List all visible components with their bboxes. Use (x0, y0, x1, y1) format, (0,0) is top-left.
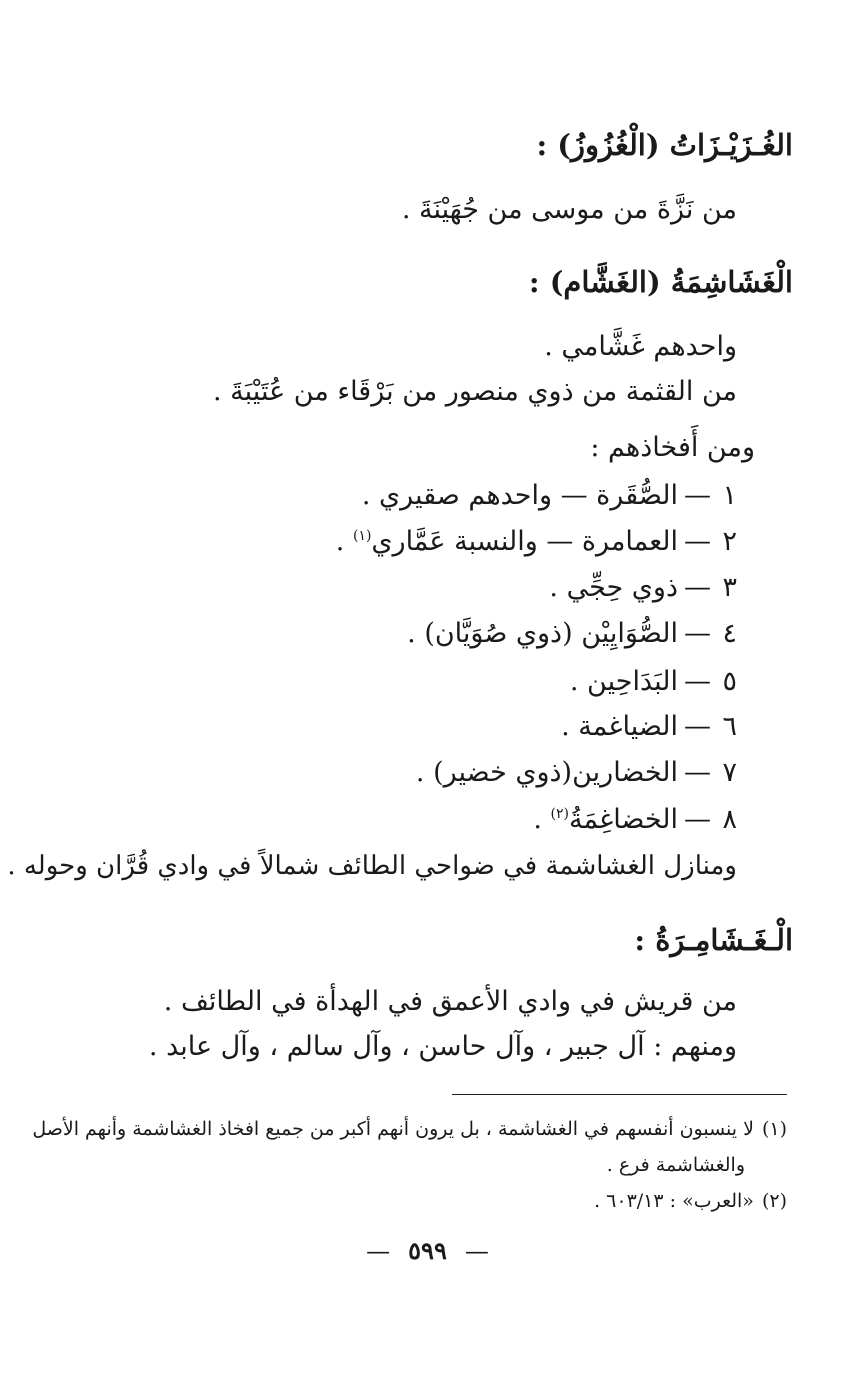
footnote-marker: (١) (352, 528, 372, 544)
list-number: ٨ (722, 804, 737, 835)
footnote-text: لا ينسبون أنفسهم في الغشاشمة ، بل يرون أنهم أكبر من جميع افخاذ الغشاشمة وأنهم الأصل (32, 1118, 754, 1140)
list-text: الصُّقَرة — واحدهم صقيري . (361, 480, 678, 511)
body-line: واحدهم غَشَّامي . (544, 331, 737, 362)
section-heading-ghuzayzat: الغُـزَيْـزَاتُ (الْغُزُوزُ) : (536, 128, 793, 162)
footnote-1 (32, 1114, 787, 1144)
body-line: من نَزَّةَ من موسى من جُهَيْنَةَ . (401, 194, 737, 225)
closing-line: ومنازل الغشاشمة في ضواحي الطائف شمالاً في وادي قُرَّان وحوله . (7, 851, 737, 881)
page-number-dash: — (366, 1237, 391, 1265)
list-text: ذوي حِجِّي . (549, 572, 678, 603)
section-heading-ghashamirah: الْـغَـشَامِـرَةُ : (634, 923, 793, 957)
page-number-value: ٥٩٩ (408, 1236, 447, 1265)
list-text: الضياغمة . (561, 711, 678, 742)
list-text: البَدَاحِين . (569, 666, 678, 697)
list-number: ٥ (722, 666, 737, 697)
list-tail: . (533, 804, 551, 835)
list-text: الخضارين(ذوي خضير) . (415, 757, 678, 788)
list-item (362, 476, 737, 516)
list-dash: — (684, 804, 711, 835)
body-line: من قريش في وادي الأعمق في الهدأة في الطائف . (163, 986, 737, 1017)
body-line: من القثمة من ذوي منصور من بَرْقَاء من عُتَيْبَةَ . (213, 376, 737, 407)
footnote-1-continuation: والغشاشمة فرع . (606, 1154, 745, 1176)
list-number: ٤ (722, 618, 737, 649)
subclans-intro: ومن أَفخاذهم : (590, 432, 755, 463)
list-item (407, 614, 737, 654)
footnote-label: (١) (761, 1118, 787, 1140)
list-item (416, 753, 737, 793)
body-line: ومنهم : آل جبير ، وآل حاسن ، وآل سالم ، وآل عابد . (148, 1031, 737, 1062)
list-dash: — (684, 526, 711, 557)
list-dash: — (684, 757, 711, 788)
section-heading-ghashashimah: الْغَشَاشِمَةُ (الغَشَّام) : (528, 265, 793, 299)
list-text: الخضاغِمَةُ (568, 804, 678, 835)
list-number: ٣ (722, 572, 737, 603)
list-number: ٢ (722, 526, 737, 557)
footnote-2 (594, 1186, 787, 1216)
list-tail: . (335, 526, 353, 557)
list-number: ١ (722, 480, 737, 511)
list-dash: — (684, 711, 711, 742)
list-item (549, 568, 737, 608)
list-text: العمامرة — والنسبة عَمَّاري (371, 526, 678, 557)
list-dash: — (684, 666, 711, 697)
footnote-marker: (٢) (550, 806, 569, 822)
list-item (336, 522, 737, 562)
list-dash: — (684, 480, 711, 511)
list-text: الصُّوَايِيْن (ذوي صُوَيَّان) . (407, 618, 678, 649)
page-number (0, 1236, 855, 1265)
list-item (533, 800, 737, 840)
footnote-label: (٢) (761, 1190, 787, 1212)
footnote-separator (452, 1094, 787, 1095)
list-item (561, 707, 737, 747)
footnote-text: «العرب» : ٦٠٣/١٣ . (594, 1190, 754, 1212)
list-number: ٧ (722, 757, 737, 788)
list-dash: — (684, 618, 711, 649)
list-number: ٦ (722, 711, 737, 742)
list-item (570, 662, 737, 702)
list-dash: — (684, 572, 711, 603)
page-number-dash: — (464, 1237, 489, 1265)
